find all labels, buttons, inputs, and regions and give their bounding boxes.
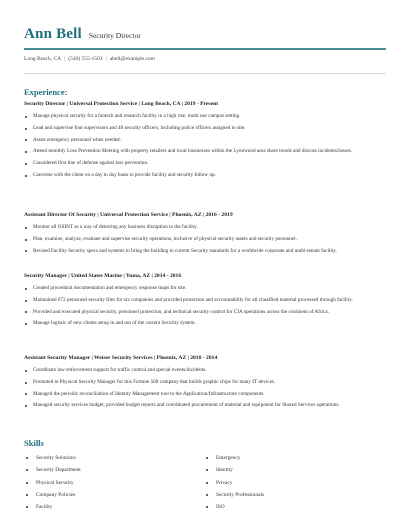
name-row: [24, 26, 386, 43]
job-bullet: Lead and supervise four supervisors and 40 security officers, including police officers assigned to site.: [24, 125, 384, 133]
job-title: Assistant Security Manager | Weiser Security Services | Phoenix, AZ | 2010 - 2014: [24, 355, 218, 361]
job-bullet: Manage physical security for a biotech and research facility in a high rise, multi use campus setting.: [24, 113, 384, 121]
contact-separator: |: [105, 56, 107, 62]
job-entry: [24, 212, 384, 259]
skill-item: Physical Security: [24, 479, 204, 491]
contact-email[interactable]: abell@example.com: [109, 56, 155, 62]
skill-item: Privacy: [204, 479, 384, 491]
experience-heading: Experience:: [24, 87, 68, 97]
job-title: Assistant Director Of Security | Universal Protection Service | Phoenix, AZ | 2016 - 2019: [24, 212, 233, 218]
job-bullet: Revised Facility Security specs and systems to bring the building to current Security standards for a worldwide corporate and multi-tenant facility.: [24, 248, 384, 256]
job-title: Security Director | Universal Protection Service | Long Beach, CA | 2019 - Present: [24, 101, 219, 107]
job-entry: [24, 273, 384, 332]
contact-phone: (540) 555-1503: [68, 56, 103, 62]
job-bullet: Coordinate law enforcement support for traffic control and special events/incidents.: [24, 367, 384, 375]
contact-separator: |: [64, 56, 66, 62]
job-entry: [24, 101, 384, 184]
job-bullets: [24, 224, 384, 255]
job-bullet: Converse with the client on a day to day basis to provide facility and security follow up.: [24, 172, 384, 180]
header-divider: [24, 48, 386, 50]
job-bullet: Created procedural documentation and emergency response maps for site.: [24, 285, 384, 293]
job-entry: [24, 355, 384, 414]
skill-item: ISO: [204, 503, 384, 515]
candidate-role: Security Director: [88, 31, 141, 40]
job-bullet: Provided and executed physical security, personnel protection, and technical security control for CIA operations across the continent of Africa.: [24, 309, 384, 317]
job-bullets: [24, 285, 384, 328]
job-bullet: Considered first line of defense against loss prevention.: [24, 160, 384, 168]
job-bullet: Manage logistic of new clients setup in and out of the current Security system.: [24, 320, 384, 328]
skills-heading: Skills: [24, 438, 44, 448]
candidate-name: Ann Bell: [24, 26, 82, 42]
job-bullet: Plan, examine, analyze, evaluate and supervise security operations, inclusive of physical security assets and security personnel.: [24, 236, 384, 244]
job-bullets: [24, 367, 384, 410]
skill-item: Emergency: [204, 454, 384, 466]
skill-item: Security Department: [24, 466, 204, 478]
job-title: Security Manager | United States Marine | Yuma, AZ | 2014 - 2016: [24, 273, 182, 279]
skill-item: Security Solutions: [24, 454, 204, 466]
skill-item: Company Policies: [24, 491, 204, 503]
contact-location: Long Beach, CA: [24, 56, 62, 62]
skill-item: Security Professionals: [204, 491, 384, 503]
skill-item: Identity: [204, 466, 384, 478]
job-bullet: Assist emergency personnel when needed.: [24, 137, 384, 145]
job-bullet: Attend monthly Loss Prevention Meeting with property retailers and local businesses within the Lynnwood area share trends and discuss incidents/losses.: [24, 148, 384, 156]
job-bullet: Managed the periodic reconciliation of Identity Management tool to the Application/Infrastructure components.: [24, 391, 384, 399]
job-bullets: [24, 113, 384, 180]
contact-line: [24, 56, 155, 62]
contact-divider: [24, 73, 386, 74]
job-bullet: Monitor all OSINT as a way of deterring any business disruption to the facility.: [24, 224, 384, 232]
job-bullet: Promoted to Physical Security Manager for this Fortune 500 company that builds graphic chips for many IT devices.: [24, 379, 384, 387]
skill-item: Facility: [24, 503, 204, 515]
job-bullet: Managed security services budget, provided budget reports and coordinated procurement of material and equipment for Shared Services operations.: [24, 402, 384, 410]
job-bullet: Maintained 672 personnel security files for six companies and provided protection and accountability for all classified material processed through facility.: [24, 297, 384, 305]
skills-list: [24, 454, 386, 515]
resume-header: [24, 26, 386, 43]
